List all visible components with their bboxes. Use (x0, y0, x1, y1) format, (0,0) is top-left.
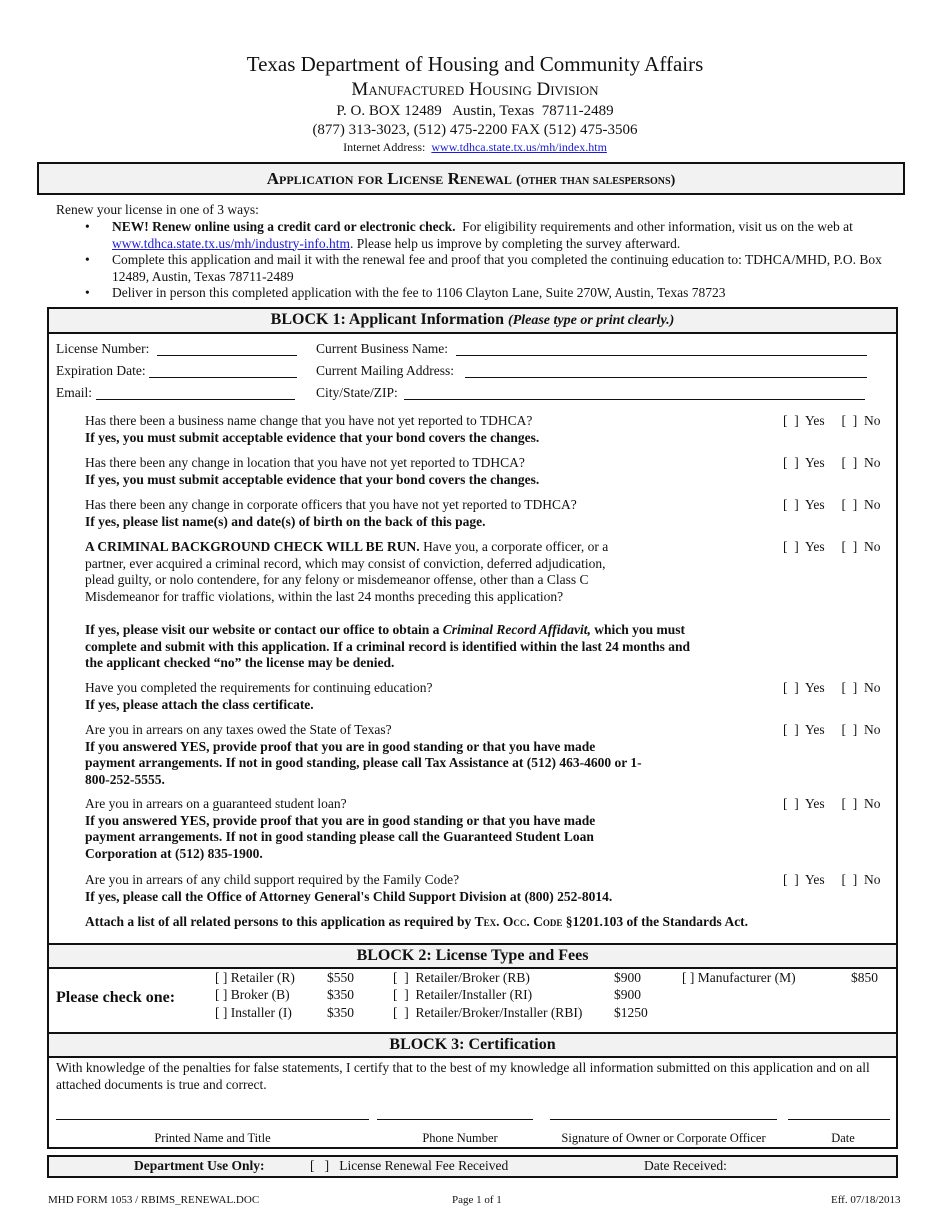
question-instruction: If yes, please attach the class certificate. (85, 696, 314, 712)
option-retailer[interactable]: [ ] Retailer (R) (215, 970, 295, 985)
option-broker[interactable]: [ ] Broker (B) (215, 987, 290, 1002)
fee-retailer-broker: $900 (614, 970, 641, 985)
yes-checkbox[interactable]: [ ] Yes (783, 680, 825, 695)
industry-info-link[interactable]: www.tdhca.state.tx.us/mh/industry-info.htm (112, 235, 350, 251)
intro-bullet-online (112, 219, 902, 252)
question-instruction: If you answered YES, provide proof that you are in good standing or that you have made payment arrangements. If not in good standing please call the Guaranteed Student Loan Corporation at (512) 835-1900. (85, 812, 596, 861)
option-retailer-broker-installer[interactable]: [ ] Retailer/Broker/Installer (RBI) (393, 1005, 583, 1020)
bullet-icon: • (85, 252, 90, 267)
question-officers-change (85, 497, 705, 530)
question-instruction: If yes, please call the Office of Attorney General's Child Support Division at (800) 252-8014. (85, 888, 613, 904)
division-name: Manufactured Housing Division (351, 79, 599, 100)
no-checkbox[interactable]: [ ] No (841, 680, 881, 695)
answer-child-support (783, 872, 893, 889)
yes-checkbox[interactable]: [ ] Yes (783, 497, 825, 512)
yes-checkbox[interactable]: [ ] Yes (783, 539, 825, 554)
question-text: Has there been any change in location that you have not yet reported to TDHCA? (85, 455, 525, 470)
no-checkbox[interactable]: [ ] No (841, 455, 881, 470)
option-installer[interactable]: [ ] Installer (I) (215, 1005, 292, 1020)
bullet-icon: • (85, 285, 90, 300)
criminal-instruction-a: If yes, please visit our website or contact our office to obtain a (85, 622, 443, 637)
question-instruction: If yes, you must submit acceptable evidence that your bond covers the changes. (85, 471, 540, 487)
no-checkbox[interactable]: [ ] No (841, 413, 881, 428)
block1-title: BLOCK 1: Applicant Information (270, 311, 505, 328)
city-state-zip-label: City/State/ZIP: (316, 385, 398, 400)
email-label: Email: (56, 385, 92, 400)
website-link[interactable]: www.tdhca.state.tx.us/mh/index.htm (431, 140, 607, 154)
attach-code: Tex. Occ. Code (474, 914, 563, 929)
criminal-instruction-b: which you must complete and submit with this application. If a criminal record is identified within the last 24 months and the applicant checked “no” the license may be denied. (85, 622, 691, 671)
agency-name: Texas Department of Housing and Community Affairs (246, 52, 704, 76)
fee-broker: $350 (327, 987, 354, 1002)
question-criminal-record (85, 539, 610, 605)
block3-header (49, 1034, 896, 1058)
form-title (37, 162, 905, 195)
option-manufacturer[interactable]: [ ] Manufacturer (M) (682, 970, 796, 985)
intro-lead: Renew your license in one of 3 ways: (56, 202, 259, 217)
mailing-address: P. O. BOX 12489 Austin, Texas 78711-2489 (336, 103, 614, 119)
related-persons-note (85, 914, 865, 931)
question-text: Has there been a business name change that you have not yet reported to TDHCA? (85, 413, 533, 428)
question-text: Has there been any change in corporate officers that you have not yet reported to TDHCA? (85, 497, 577, 512)
answer-officers-change (783, 497, 893, 514)
signature-label: Signature of Owner or Corporate Officer (561, 1131, 766, 1145)
email-field[interactable] (96, 399, 295, 400)
printed-name-label: Printed Name and Title (154, 1131, 271, 1145)
answer-location-change (783, 455, 893, 472)
attach-text-a: Attach a list of all related persons to this application as required by (85, 914, 475, 929)
mailing-address-field[interactable] (465, 377, 867, 378)
fee-retailer-installer: $900 (614, 987, 641, 1002)
phone-number-label: Phone Number (422, 1131, 498, 1145)
title-main: Application for License Renewal (266, 169, 512, 188)
date-received-label: Date Received: (644, 1158, 727, 1173)
question-text: Are you in arrears on a guaranteed student loan? (85, 796, 347, 811)
answer-name-change (783, 413, 893, 430)
page-number: Page 1 of 1 (452, 1194, 502, 1206)
business-name-label: Current Business Name: (316, 341, 448, 356)
block2-header (49, 945, 896, 969)
title-sub: (other than salespersons) (516, 173, 676, 188)
question-continuing-education (85, 680, 705, 713)
answer-taxes (783, 722, 893, 739)
yes-checkbox[interactable]: [ ] Yes (783, 872, 825, 887)
fee-retailer-broker-installer: $1250 (614, 1005, 648, 1020)
block2-title: BLOCK 2: License Type and Fees (356, 947, 589, 964)
city-state-zip-field[interactable] (404, 399, 865, 400)
license-number-field[interactable] (157, 355, 297, 356)
date-label: Date (831, 1131, 855, 1145)
intro-bullet-mail: Complete this application and mail it with the renewal fee and proof that you completed the continuing education to: TDHCA/MHD, P.O. Box 12489, Austin, Texas 78711-2489 (112, 252, 882, 284)
no-checkbox[interactable]: [ ] No (841, 872, 881, 887)
question-text: Are you in arrears of any child support required by the Family Code? (85, 872, 460, 887)
criminal-lead: A CRIMINAL BACKGROUND CHECK WILL BE RUN. (85, 539, 420, 554)
answer-continuing-education (783, 680, 893, 697)
yes-checkbox[interactable]: [ ] Yes (783, 413, 825, 428)
expiration-date-field[interactable] (149, 377, 297, 378)
fee-installer: $350 (327, 1005, 354, 1020)
question-instruction: If yes, you must submit acceptable evidence that your bond covers the changes. (85, 429, 540, 445)
internet-address (0, 139, 950, 156)
question-student-loan (85, 796, 625, 862)
bullet-icon: • (85, 219, 90, 234)
yes-checkbox[interactable]: [ ] Yes (783, 455, 825, 470)
effective-date: Eff. 07/18/2013 (831, 1194, 901, 1206)
mailing-address-label: Current Mailing Address: (316, 363, 454, 378)
criminal-affidavit: Criminal Record Affidavit, (442, 622, 591, 637)
expiration-date-label: Expiration Date: (56, 363, 146, 378)
block3-title: BLOCK 3: Certification (389, 1036, 556, 1053)
fee-manufacturer: $850 (851, 970, 878, 985)
question-taxes (85, 722, 645, 788)
printed-name-field[interactable] (56, 1119, 369, 1120)
signature-field[interactable] (550, 1119, 777, 1120)
date-field[interactable] (788, 1119, 890, 1120)
question-text: Have you, a corporate officer, or a partner, ever acquired a criminal record, which may consist of conviction, deferred adjudication, plead guilty, or nolo contendere, for any felony or misdemeanor offense, other than a Class C Misdemeanor for traffic violations, within the last 24 months preceding this application? (85, 539, 609, 604)
no-checkbox[interactable]: [ ] No (841, 722, 881, 737)
intro-bullet-deliver: Deliver in person this completed application with the fee to 1106 Clayton Lane, Suite 270W, Austin, Texas 78723 (112, 285, 726, 300)
criminal-instruction (85, 622, 700, 672)
phone-numbers: (877) 313-3023, (512) 475-2200 FAX (512) 475-3506 (312, 122, 638, 138)
business-name-field[interactable] (456, 355, 867, 356)
phone-number-field[interactable] (377, 1119, 533, 1120)
yes-checkbox[interactable]: [ ] Yes (783, 722, 825, 737)
check-one-label: Please check one: (56, 989, 176, 1006)
yes-checkbox[interactable]: [ ] Yes (783, 796, 825, 811)
answer-student-loan (783, 796, 893, 813)
department-use-label: Department Use Only: (134, 1158, 265, 1173)
no-checkbox[interactable]: [ ] No (841, 539, 881, 554)
license-number-label: License Number: (56, 341, 150, 356)
question-text: Are you in arrears on any taxes owed the State of Texas? (85, 722, 392, 737)
option-retailer-installer[interactable]: [ ] Retailer/Installer (RI) (393, 987, 533, 1002)
internet-label: Internet Address: (343, 140, 426, 154)
question-instruction: If you answered YES, provide proof that you are in good standing or that you have made payment arrangements. If not in good standing, please call Tax Assistance at (512) 463-4600 or 1-800-252-5555. (85, 738, 642, 787)
fee-received-checkbox[interactable]: [ ] License Renewal Fee Received (310, 1158, 509, 1173)
question-instruction: If yes, please list name(s) and date(s) of birth on the back of this page. (85, 513, 486, 529)
block1-header (49, 309, 896, 334)
question-name-change (85, 413, 705, 446)
answer-criminal-record (783, 539, 893, 556)
no-checkbox[interactable]: [ ] No (841, 497, 881, 512)
certification-statement: With knowledge of the penalties for false statements, I certify that to the best of my knowledge all information submitted on this application and on all attached documents is true and correct. (56, 1060, 870, 1092)
question-child-support (85, 872, 765, 905)
question-text: Have you completed the requirements for continuing education? (85, 680, 433, 695)
online-bold: NEW! Renew online using a credit card or electronic check. (112, 219, 456, 234)
online-after: . Please help us improve by completing the survey afterward. (349, 235, 681, 251)
question-location-change (85, 455, 705, 488)
no-checkbox[interactable]: [ ] No (841, 796, 881, 811)
block1-note: (Please type or print clearly.) (508, 313, 675, 328)
form-number: MHD FORM 1053 / RBIMS_RENEWAL.DOC (48, 1194, 260, 1206)
option-retailer-broker[interactable]: [ ] Retailer/Broker (RB) (393, 970, 530, 985)
fee-retailer: $550 (327, 970, 354, 985)
attach-text-b: §1201.103 of the Standards Act. (562, 914, 749, 929)
online-text: For eligibility requirements and other information, visit us on the web at (455, 219, 857, 234)
